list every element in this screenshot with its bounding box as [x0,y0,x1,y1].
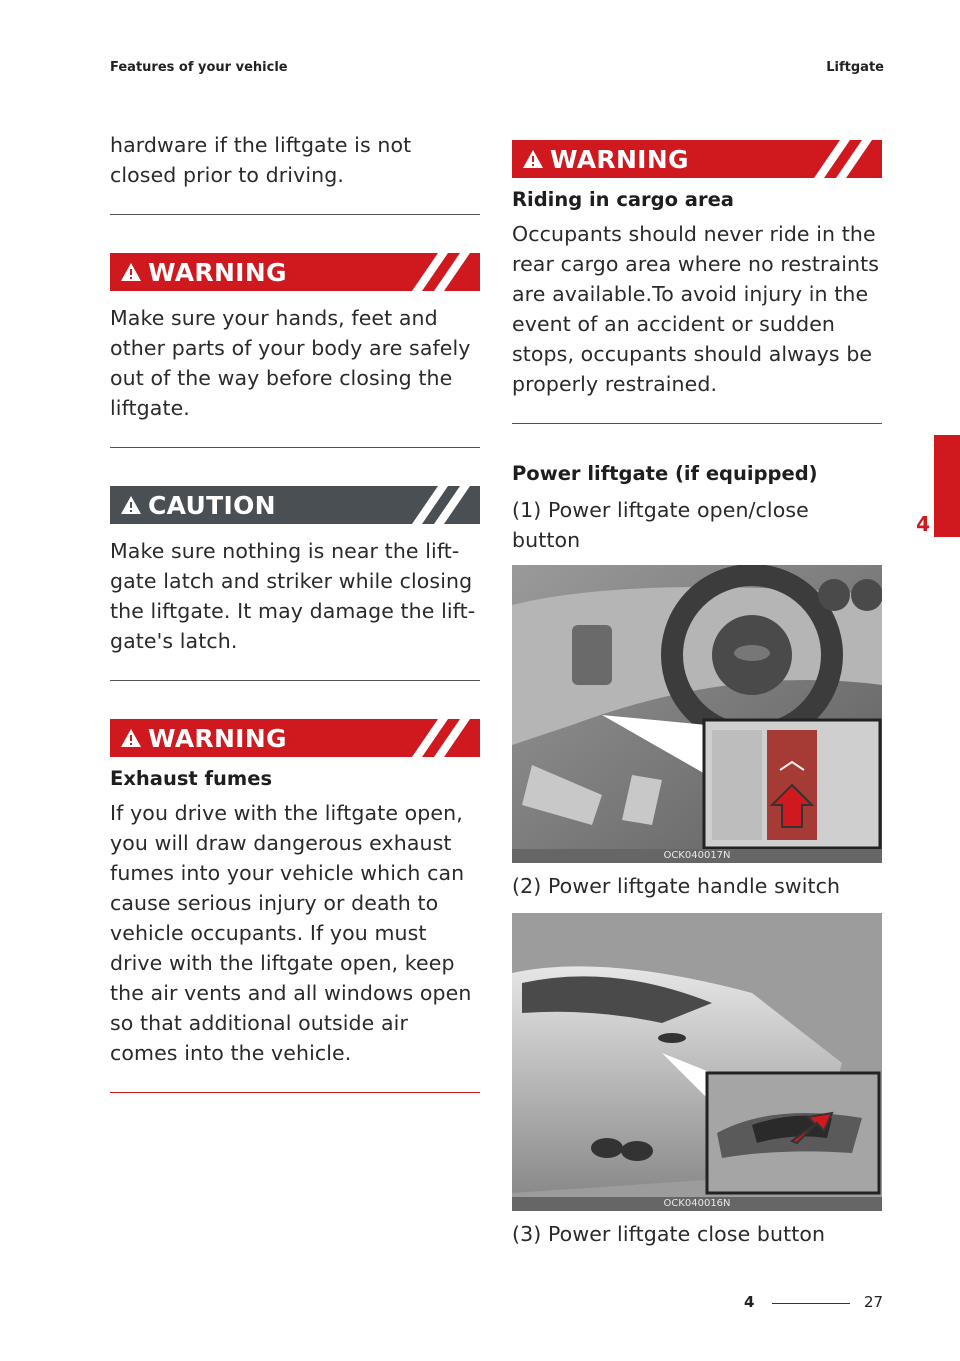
divider [110,680,480,681]
warning-triangle-icon [120,728,142,748]
chapter-tab-number: 4 [916,512,930,536]
list-item: (2) Power liftgate handle switch [512,874,841,898]
footer-divider [772,1303,850,1304]
footer-page-number: 27 [864,1293,884,1311]
warning-triangle-icon [120,262,142,282]
banner-stripes [390,253,480,291]
footer-chapter: 4 [744,1293,755,1311]
dashboard-illustration [512,565,882,863]
divider [110,1092,480,1093]
list-item: (1) Power liftgate open/close button [512,498,809,552]
header-topic-title: Liftgate [826,60,884,75]
caution-banner [110,486,480,524]
header-section-title: Features of your vehicle [110,60,288,75]
rear-car-illustration [512,913,882,1211]
caution-label: CAUTION [148,490,276,520]
divider [110,447,480,448]
warning-banner [110,253,480,291]
warning-label: WARNING [550,144,689,174]
warning-title: Riding in cargo area [512,188,734,211]
figure-code: OCK040016N [512,1197,882,1211]
banner-stripes [390,719,480,757]
warning-title: Exhaust fumes [110,767,273,790]
chapter-tab [934,435,960,537]
warning-text: Occupants should never ride in the rear cargo area where no restraints are available.To avoid injury in the event of an accident or sudden stops, occupants should always be properly restrained. [512,222,880,396]
right-column [512,140,882,1249]
banner-stripes [390,486,480,524]
banner-stripes [792,140,882,178]
warning-label: WARNING [148,723,287,753]
caution-text: Make sure nothing is near the lift-gate latch and striker while closing the liftgate. It may damage the lift-gate's latch. [110,539,476,653]
intro-text: hardware if the liftgate is not closed prior to driving. [110,133,412,187]
figure-dashboard [512,565,882,863]
warning-text: If you drive with the liftgate open, you will draw dangerous exhaust fumes into your vehicle which can cause serious injury or death to vehicle occupants. If you must drive with the liftgate open, keep the air vents and all windows open so that additional outside air comes into the vehicle. [110,801,472,1065]
warning-text: Make sure your hands, feet and other parts of your body are safely out of the way before closing the liftgate. [110,306,471,420]
warning-label: WARNING [148,257,287,287]
figure-code: OCK040017N [512,849,882,863]
list-item: (3) Power liftgate close button [512,1222,826,1246]
warning-banner [512,140,882,178]
warning-triangle-icon [522,149,544,169]
section-title: Power liftgate (if equipped) [512,462,818,485]
figure-rear-car [512,913,882,1211]
caution-triangle-icon [120,495,142,515]
warning-banner [110,719,480,757]
left-column [110,130,480,1131]
divider [110,214,480,215]
divider [512,423,882,424]
